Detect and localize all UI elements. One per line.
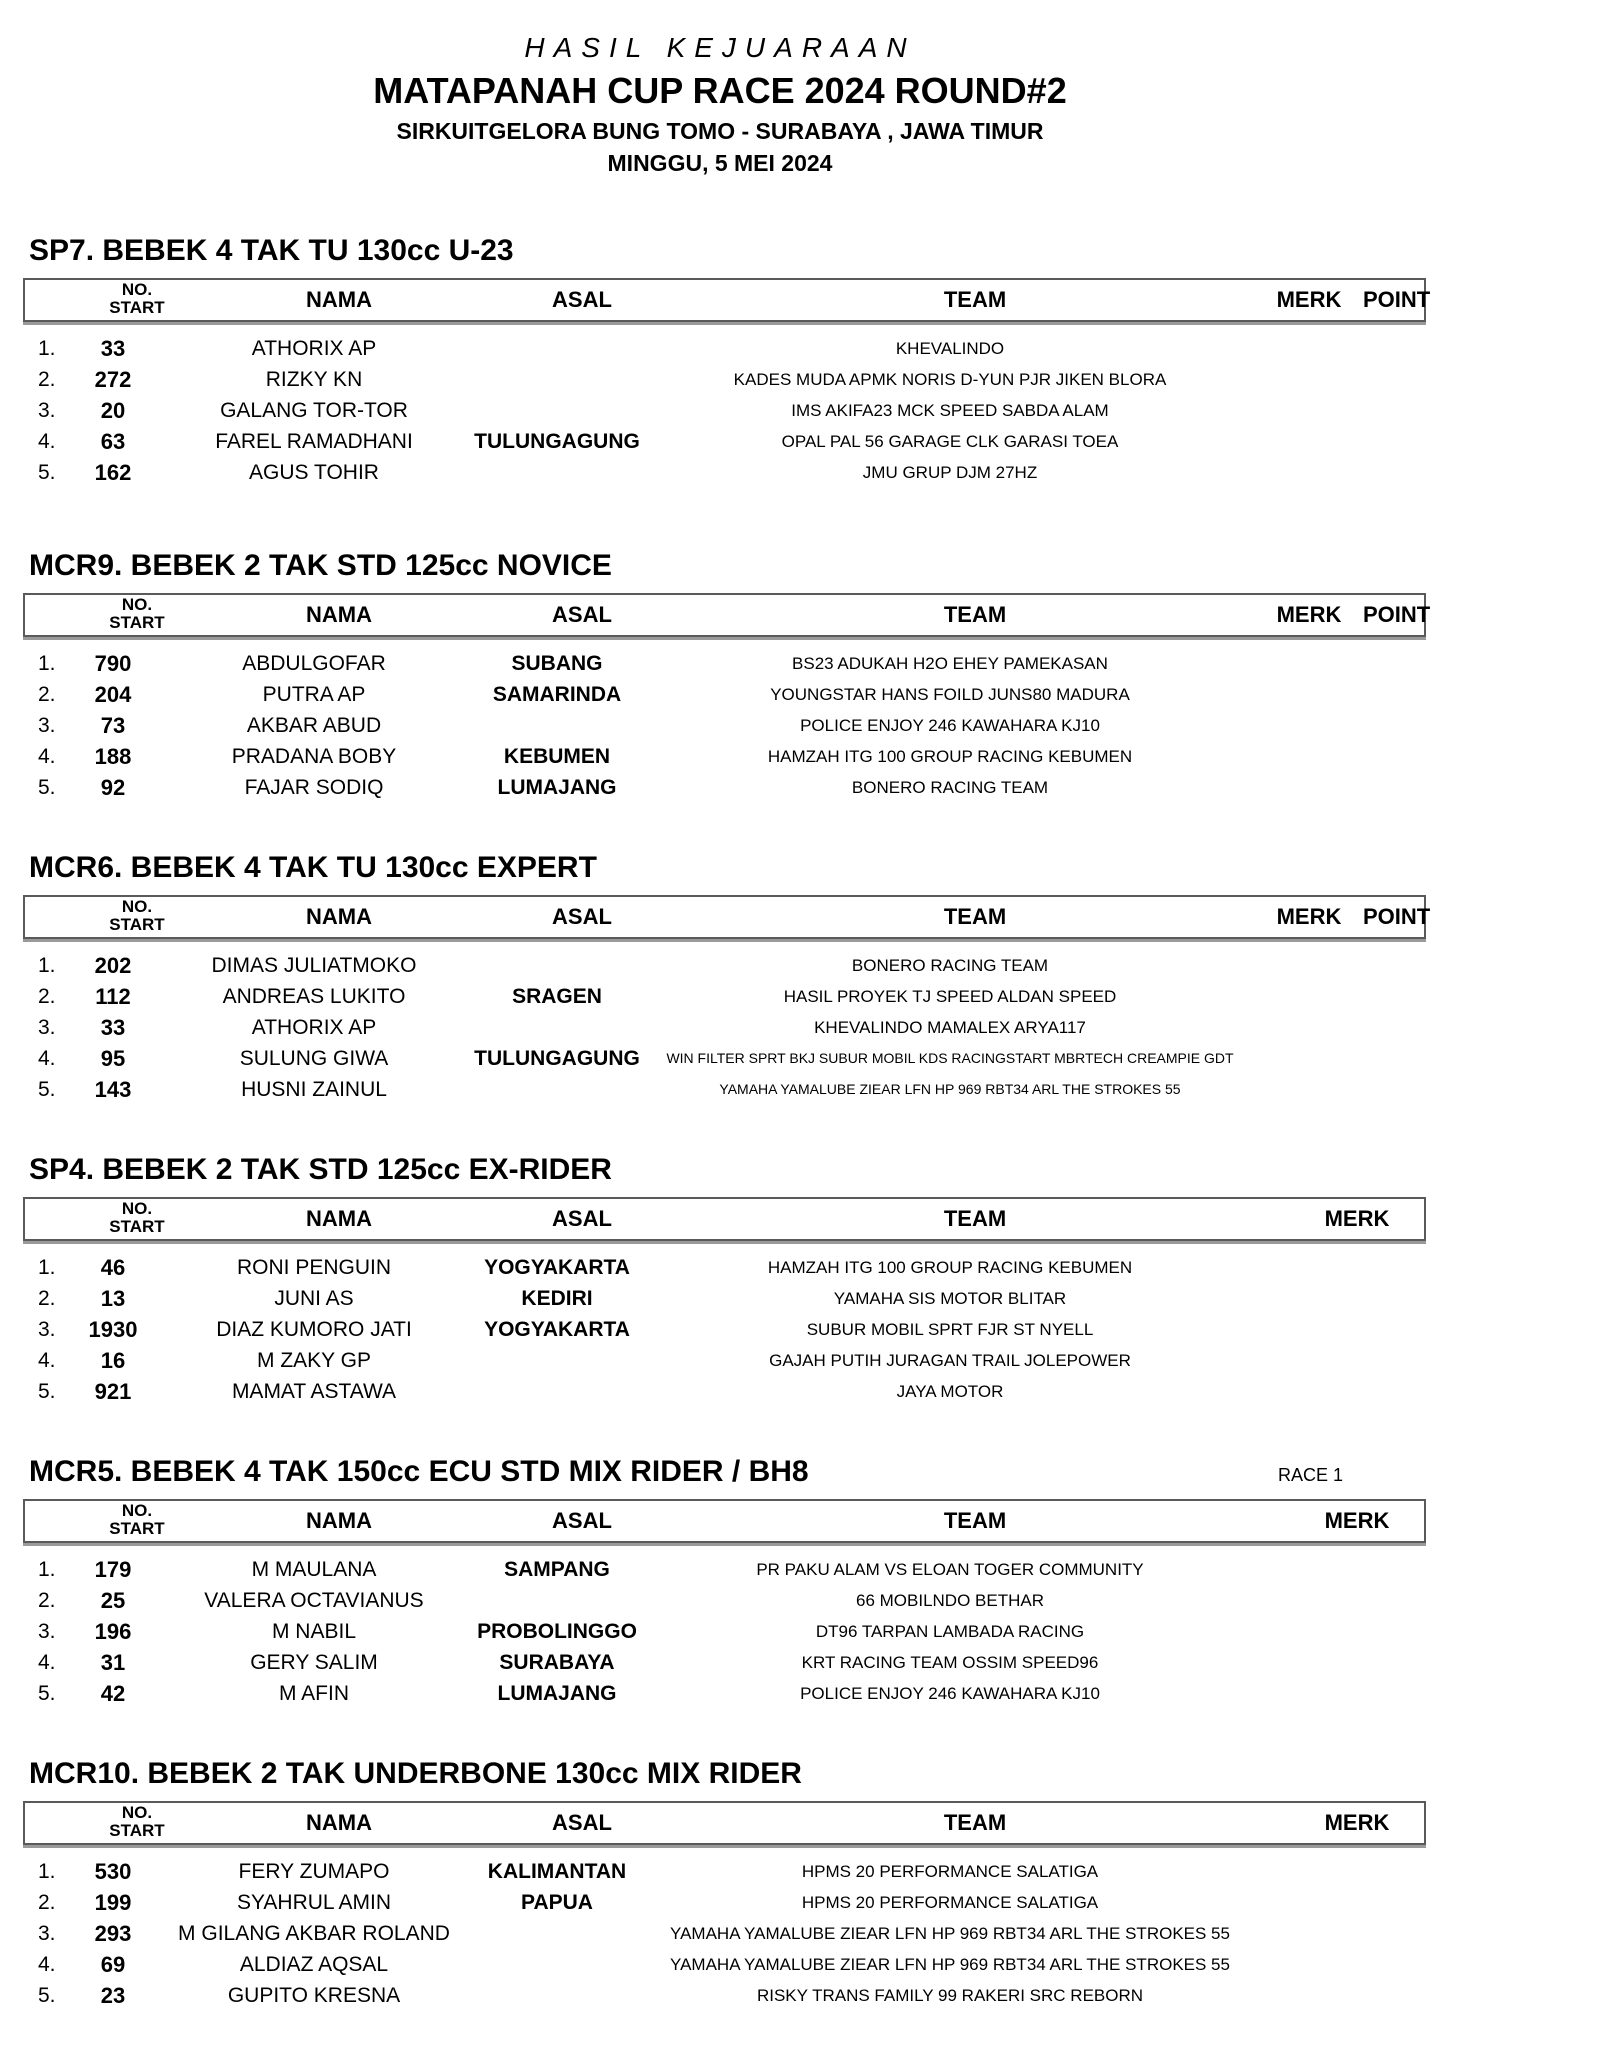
start-number: 92 [100, 775, 126, 800]
table-row [0, 457, 1440, 488]
position: 5. [38, 776, 56, 799]
rider-origin: SAMARINDA [492, 683, 622, 706]
rider-origin: SAMPANG [504, 1558, 610, 1581]
start-number: 95 [100, 1046, 126, 1071]
table-header [23, 1801, 1426, 1845]
rider-name: M AFIN [278, 1682, 349, 1705]
rider-origin: KEDIRI [521, 1287, 593, 1310]
race-section [0, 1455, 1440, 1755]
start-number: 23 [100, 1983, 126, 2008]
start-number: 179 [94, 1557, 132, 1582]
table-row [0, 741, 1440, 772]
start-number: 31 [100, 1650, 126, 1675]
start-number: 33 [100, 336, 126, 361]
position: 2. [38, 985, 56, 1008]
table-row [0, 333, 1440, 364]
team-name: HAMZAH ITG 100 GROUP RACING KEBUMEN [767, 1258, 1133, 1277]
header-nama: NAMA [306, 1508, 372, 1533]
header-no-start [85, 1804, 189, 1840]
start-number: 272 [94, 367, 132, 392]
rider-name: M MAULANA [251, 1558, 377, 1581]
rider-origin: PROBOLINGGO [477, 1620, 637, 1643]
position: 4. [38, 1651, 56, 1674]
start-number: 921 [94, 1379, 132, 1404]
table-row [0, 1314, 1440, 1345]
rider-name: FAREL RAMADHANI [215, 430, 413, 453]
table-row [0, 772, 1440, 803]
start-number: 188 [94, 744, 132, 769]
team-name: HASIL PROYEK TJ SPEED ALDAN SPEED [783, 987, 1117, 1006]
table-row [0, 950, 1440, 981]
rider-name: HUSNI ZAINUL [241, 1078, 387, 1101]
team-name: 66 MOBILNDO BETHAR [856, 1591, 1044, 1610]
table-row [0, 648, 1440, 679]
team-name: YAMAHA YAMALUBE ZIEAR LFN HP 969 RBT34 ARL THE STROKES 55 [670, 1955, 1230, 1974]
team-name: BS23 ADUKAH H2O EHEY PAMEKASAN [792, 654, 1108, 673]
header-nama: NAMA [306, 602, 372, 627]
team-name: YOUNGSTAR HANS FOILD JUNS80 MADURA [770, 685, 1130, 704]
start-number: 1930 [88, 1317, 138, 1342]
table-header [23, 593, 1431, 637]
position: 4. [38, 745, 56, 768]
start-number: 162 [94, 460, 132, 485]
team-name: YAMAHA SIS MOTOR BLITAR [833, 1289, 1067, 1308]
rider-name: VALERA OCTAVIANUS [204, 1589, 424, 1612]
header-team: TEAM [943, 1206, 1007, 1231]
results-list [0, 1252, 1440, 1407]
rider-origin: SURABAYA [499, 1651, 615, 1674]
position: 5. [38, 461, 56, 484]
team-name: KHEVALINDO MAMALEX ARYA117 [814, 1018, 1086, 1037]
table-row [0, 710, 1440, 741]
header-no-label: NO. [121, 595, 153, 614]
rider-origin: KALIMANTAN [487, 1860, 627, 1883]
team-name: KADES MUDA APMK NORIS D-YUN PJR JIKEN BLORA [733, 370, 1167, 389]
team-name: WIN FILTER SPRT BKJ SUBUR MOBIL KDS RACINGSTART MBRTECH CREAMPIE GDT [666, 1050, 1234, 1066]
rider-name: ATHORIX AP [251, 337, 377, 360]
table-row [0, 1678, 1440, 1709]
document-label: HASIL KEJUARAAN [524, 32, 916, 63]
position: 3. [38, 1922, 56, 1945]
rider-name: M ZAKY GP [257, 1349, 371, 1372]
section-title: SP4. BEBEK 2 TAK STD 125cc EX-RIDER [29, 1153, 612, 1186]
position: 3. [38, 1016, 56, 1039]
race-note: RACE 1 [1278, 1465, 1344, 1485]
results-list [0, 648, 1440, 803]
header-no-label: NO. [121, 1803, 153, 1822]
team-name: JMU GRUP DJM 27HZ [862, 463, 1038, 482]
table-row [0, 426, 1440, 457]
team-name: BONERO RACING TEAM [851, 956, 1049, 975]
position: 4. [38, 1349, 56, 1372]
header-nama: NAMA [306, 904, 372, 929]
rider-origin: KEBUMEN [503, 745, 611, 768]
rider-name: JUNI AS [274, 1287, 354, 1310]
position: 1. [38, 652, 56, 675]
position: 5. [38, 1078, 56, 1101]
rider-name: RONI PENGUIN [236, 1256, 391, 1279]
race-section [0, 549, 1440, 849]
position: 3. [38, 1620, 56, 1643]
start-number: 46 [100, 1255, 126, 1280]
start-number: 16 [100, 1348, 126, 1373]
header-start-label: START [109, 1217, 165, 1236]
race-section [0, 234, 1440, 534]
team-name: HPMS 20 PERFORMANCE SALATIGA [801, 1862, 1099, 1881]
table-row [0, 1074, 1440, 1105]
team-name: GAJAH PUTIH JURAGAN TRAIL JOLEPOWER [769, 1351, 1131, 1370]
rider-origin: TULUNGAGUNG [474, 1047, 640, 1070]
team-name: POLICE ENJOY 246 KAWAHARA KJ10 [800, 716, 1100, 735]
position: 4. [38, 1047, 56, 1070]
start-number: 293 [94, 1921, 132, 1946]
team-name: DT96 TARPAN LAMBADA RACING [815, 1622, 1085, 1641]
start-number: 73 [100, 713, 126, 738]
position: 2. [38, 368, 56, 391]
team-name: OPAL PAL 56 GARAGE CLK GARASI TOEA [781, 432, 1119, 451]
results-list [0, 333, 1440, 488]
team-name: SUBUR MOBIL SPRT FJR ST NYELL [806, 1320, 1094, 1339]
header-start-label: START [109, 1821, 165, 1840]
rider-name: FERY ZUMAPO [238, 1860, 390, 1883]
table-row [0, 1856, 1440, 1887]
table-row [0, 1554, 1440, 1585]
header-asal: ASAL [552, 1810, 612, 1835]
position: 3. [38, 399, 56, 422]
team-name: JAYA MOTOR [896, 1382, 1004, 1401]
header-nama: NAMA [306, 1206, 372, 1231]
section-title: MCR9. BEBEK 2 TAK STD 125cc NOVICE [29, 549, 612, 582]
table-row [0, 1887, 1440, 1918]
start-number: 143 [94, 1077, 132, 1102]
table-row [0, 1616, 1440, 1647]
header-point: POINT [1363, 287, 1431, 312]
position: 3. [38, 714, 56, 737]
position: 1. [38, 1256, 56, 1279]
header-start-label: START [109, 915, 165, 934]
header-asal: ASAL [552, 1206, 612, 1231]
header-point: POINT [1363, 904, 1431, 929]
team-name: KRT RACING TEAM OSSIM SPEED96 [801, 1653, 1099, 1672]
header-no-start [85, 1200, 189, 1236]
rider-origin: YOGYAKARTA [484, 1318, 630, 1341]
header-no-start [85, 281, 189, 317]
section-title: MCR5. BEBEK 4 TAK 150cc ECU STD MIX RIDER / BH8 [29, 1455, 809, 1488]
position: 2. [38, 1287, 56, 1310]
start-number: 790 [94, 651, 132, 676]
rider-name: AKBAR ABUD [246, 714, 382, 737]
table-header [23, 895, 1431, 939]
rider-name: SYAHRUL AMIN [236, 1891, 392, 1914]
rider-name: ABDULGOFAR [242, 652, 386, 675]
header-merk: MERK [1276, 602, 1342, 627]
section-title: SP7. BEBEK 4 TAK TU 130cc U-23 [29, 234, 514, 267]
position: 5. [38, 1380, 56, 1403]
position: 5. [38, 1682, 56, 1705]
table-row [0, 1918, 1440, 1949]
rider-origin: LUMAJANG [497, 776, 617, 799]
start-number: 20 [100, 398, 126, 423]
header-start-label: START [109, 1519, 165, 1538]
section-title: MCR6. BEBEK 4 TAK TU 130cc EXPERT [29, 851, 597, 884]
header-no-start [85, 596, 189, 632]
header-nama: NAMA [306, 287, 372, 312]
rider-origin: LUMAJANG [497, 1682, 617, 1705]
rider-origin: SRAGEN [512, 985, 602, 1008]
header-asal: ASAL [552, 287, 612, 312]
start-number: 42 [100, 1681, 126, 1706]
header-team: TEAM [943, 1810, 1007, 1835]
venue: SIRKUITGELORA BUNG TOMO - SURABAYA , JAWA TIMUR [396, 118, 1044, 144]
header-team: TEAM [943, 904, 1007, 929]
header-merk: MERK [1324, 1810, 1390, 1835]
header-merk: MERK [1324, 1508, 1390, 1533]
table-row [0, 1283, 1440, 1314]
table-row [0, 1012, 1440, 1043]
results-list [0, 1554, 1440, 1709]
position: 2. [38, 1891, 56, 1914]
table-header [23, 1499, 1426, 1543]
rider-name: FAJAR SODIQ [244, 776, 384, 799]
rider-name: GUPITO KRESNA [227, 1984, 401, 2007]
position: 5. [38, 1984, 56, 2007]
race-section [0, 851, 1440, 1151]
rider-name: GERY SALIM [250, 1651, 378, 1674]
start-number: 202 [94, 953, 132, 978]
table-row [0, 1980, 1440, 2011]
position: 3. [38, 1318, 56, 1341]
start-number: 199 [94, 1890, 132, 1915]
team-name: HAMZAH ITG 100 GROUP RACING KEBUMEN [767, 747, 1133, 766]
start-number: 25 [100, 1588, 126, 1613]
header-merk: MERK [1276, 287, 1342, 312]
rider-name: M NABIL [271, 1620, 357, 1643]
table-row [0, 395, 1440, 426]
table-row [0, 1376, 1440, 1407]
header-no-start [85, 898, 189, 934]
rider-name: GALANG TOR-TOR [220, 399, 408, 422]
table-row [0, 1647, 1440, 1678]
header-asal: ASAL [552, 1508, 612, 1533]
header-team: TEAM [943, 1508, 1007, 1533]
table-row [0, 1949, 1440, 1980]
team-name: YAMAHA YAMALUBE ZIEAR LFN HP 969 RBT34 ARL THE STROKES 55 [670, 1924, 1230, 1943]
rider-name: DIAZ KUMORO JATI [216, 1318, 412, 1341]
header-nama: NAMA [306, 1810, 372, 1835]
header-no-label: NO. [121, 280, 153, 299]
start-number: 69 [100, 1952, 126, 1977]
rider-name: M GILANG AKBAR ROLAND [178, 1922, 450, 1945]
table-header [23, 278, 1431, 322]
race-section [0, 1153, 1440, 1453]
header-no-label: NO. [121, 897, 153, 916]
header-start-label: START [109, 298, 165, 317]
header-team: TEAM [943, 602, 1007, 627]
team-name: YAMAHA YAMALUBE ZIEAR LFN HP 969 RBT34 ARL THE STROKES 55 [719, 1081, 1181, 1097]
position: 1. [38, 954, 56, 977]
team-name: RISKY TRANS FAMILY 99 RAKERI SRC REBORN [756, 1986, 1144, 2005]
header-asal: ASAL [552, 904, 612, 929]
rider-name: RIZKY KN [265, 368, 363, 391]
section-title: MCR10. BEBEK 2 TAK UNDERBONE 130cc MIX RIDER [29, 1757, 802, 1790]
position: 4. [38, 1953, 56, 1976]
race-section [0, 1757, 1440, 2057]
team-name: HPMS 20 PERFORMANCE SALATIGA [801, 1893, 1099, 1912]
table-row [0, 679, 1440, 710]
team-name: POLICE ENJOY 246 KAWAHARA KJ10 [800, 1684, 1100, 1703]
start-number: 196 [94, 1619, 132, 1644]
header-start-label: START [109, 613, 165, 632]
header-merk: MERK [1324, 1206, 1390, 1231]
rider-name: ATHORIX AP [251, 1016, 377, 1039]
start-number: 13 [100, 1286, 126, 1311]
results-list [0, 1856, 1440, 2011]
team-name: PR PAKU ALAM VS ELOAN TOGER COMMUNITY [756, 1560, 1144, 1579]
rider-name: AGUS TOHIR [249, 461, 379, 484]
rider-origin: TULUNGAGUNG [474, 430, 640, 453]
rider-name: ANDREAS LUKITO [222, 985, 406, 1008]
header-asal: ASAL [552, 602, 612, 627]
table-row [0, 981, 1440, 1012]
rider-name: SULUNG GIWA [239, 1047, 389, 1070]
table-row [0, 1345, 1440, 1376]
position: 1. [38, 1860, 56, 1883]
team-name: KHEVALINDO [895, 339, 1005, 358]
team-name: BONERO RACING TEAM [851, 778, 1049, 797]
rider-origin: SUBANG [511, 652, 603, 675]
rider-name: DIMAS JULIATMOKO [211, 954, 417, 977]
table-row [0, 1585, 1440, 1616]
table-header [23, 1197, 1426, 1241]
header-no-start [85, 1502, 189, 1538]
position: 1. [38, 337, 56, 360]
event-date: MINGGU, 5 MEI 2024 [607, 150, 833, 176]
header-team: TEAM [943, 287, 1007, 312]
team-name: IMS AKIFA23 MCK SPEED SABDA ALAM [791, 401, 1109, 420]
results-list [0, 950, 1440, 1105]
position: 4. [38, 430, 56, 453]
start-number: 204 [94, 682, 132, 707]
rider-name: PRADANA BOBY [231, 745, 397, 768]
header-no-label: NO. [121, 1501, 153, 1520]
table-row [0, 364, 1440, 395]
event-title: MATAPANAH CUP RACE 2024 ROUND#2 [373, 70, 1067, 111]
rider-origin: YOGYAKARTA [484, 1256, 630, 1279]
start-number: 33 [100, 1015, 126, 1040]
position: 2. [38, 1589, 56, 1612]
rider-name: MAMAT ASTAWA [231, 1380, 397, 1403]
rider-name: ALDIAZ AQSAL [239, 1953, 389, 1976]
rider-origin: PAPUA [521, 1891, 593, 1914]
rider-name: PUTRA AP [262, 683, 366, 706]
header-point: POINT [1363, 602, 1431, 627]
header-no-label: NO. [121, 1199, 153, 1218]
position: 1. [38, 1558, 56, 1581]
start-number: 530 [94, 1859, 132, 1884]
table-row [0, 1252, 1440, 1283]
start-number: 112 [95, 984, 131, 1009]
header-merk: MERK [1276, 904, 1342, 929]
position: 2. [38, 683, 56, 706]
start-number: 63 [100, 429, 126, 454]
table-row [0, 1043, 1440, 1074]
